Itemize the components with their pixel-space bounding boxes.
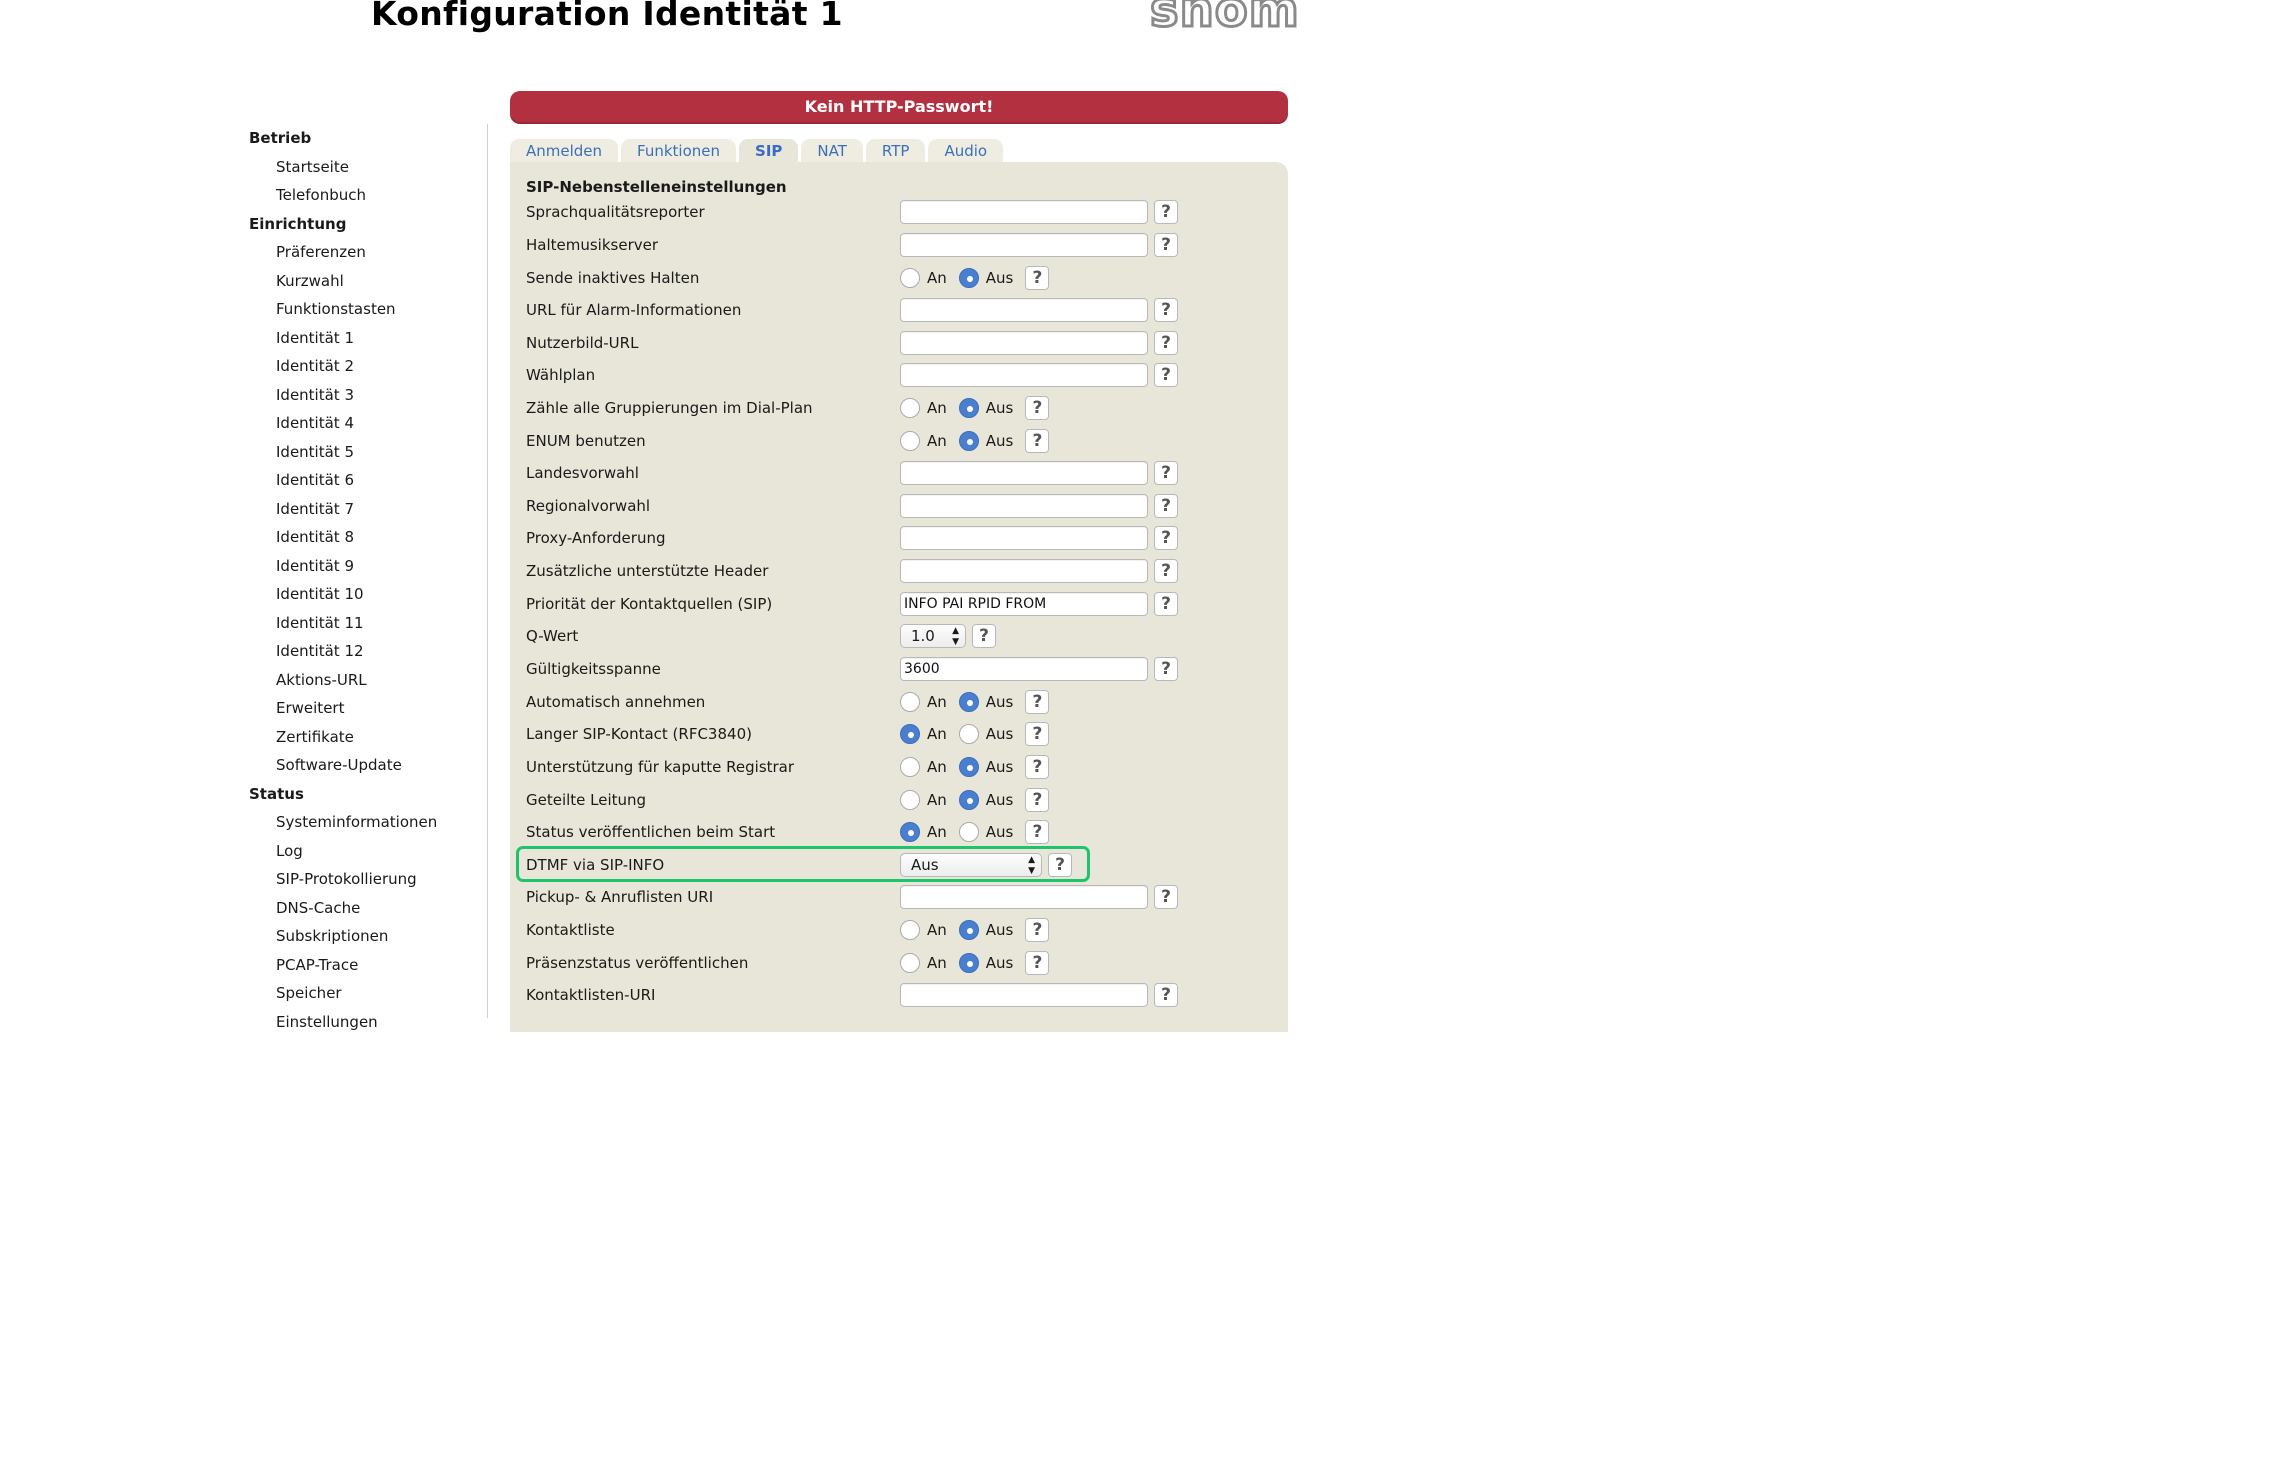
radio-aus-label: Aus	[985, 693, 1014, 711]
field-label: Sende inaktives Halten	[526, 269, 700, 287]
sidebar-item-identitaet-8[interactable]: Identität 8	[276, 528, 354, 546]
sprachqualitaetsreporter-input[interactable]	[900, 200, 1148, 224]
radio-an-label: An	[927, 921, 947, 939]
radio-aus-circle[interactable]	[959, 692, 979, 712]
snom-logo: snom	[1150, 0, 1300, 38]
radio-an-circle[interactable]	[900, 398, 920, 418]
row-waehlplan	[510, 359, 1288, 391]
help-button[interactable]: ?	[1154, 494, 1178, 518]
tab-nat[interactable]: NAT	[801, 139, 862, 163]
radio-an[interactable]	[900, 431, 953, 451]
sidebar-item-sip-protokollierung[interactable]: SIP-Protokollierung	[276, 870, 417, 888]
radio-aus[interactable]	[959, 953, 1020, 973]
help-button[interactable]: ?	[1154, 983, 1178, 1007]
row-nutzerbild-url	[510, 327, 1288, 359]
tab-anmelden[interactable]: Anmelden	[510, 139, 618, 163]
sidebar-section-status: Status	[249, 784, 304, 803]
sidebar-item-telefonbuch[interactable]: Telefonbuch	[276, 186, 366, 204]
help-button[interactable]: ?	[1025, 396, 1049, 420]
field-label: Automatisch annehmen	[526, 693, 706, 711]
radio-aus-label: Aus	[985, 921, 1014, 939]
sidebar-item-aktions-url[interactable]: Aktions-URL	[276, 670, 367, 689]
radio-an[interactable]	[900, 822, 953, 842]
help-button[interactable]: ?	[1025, 918, 1049, 942]
sidebar-item-erweitert[interactable]: Erweitert	[276, 699, 345, 717]
sidebar-item-identitaet-2[interactable]: Identität 2	[276, 357, 354, 375]
sidebar-item-startseite[interactable]: Startseite	[276, 157, 349, 176]
row-url-alarm	[510, 294, 1288, 326]
radio-an-label: An	[927, 954, 947, 972]
field-label: Haltemusikserver	[526, 236, 659, 254]
radio-an-label: An	[927, 758, 947, 776]
help-button[interactable]: ?	[1154, 331, 1178, 355]
sidebar-item-funktionstasten[interactable]: Funktionstasten	[276, 300, 396, 318]
kontaktlisten-uri-input[interactable]	[900, 983, 1148, 1007]
radio-an-circle[interactable]	[900, 692, 920, 712]
radio-an[interactable]	[900, 692, 953, 712]
help-button[interactable]: ?	[1025, 722, 1049, 746]
radio-aus[interactable]	[959, 431, 1020, 451]
radio-aus[interactable]	[959, 920, 1020, 940]
sidebar-item-identitaet-3[interactable]: Identität 3	[276, 385, 354, 404]
row-landesvorwahl	[510, 457, 1288, 489]
row-langer-sip-kontakt	[510, 718, 1288, 750]
tab-funktionen[interactable]: Funktionen	[621, 139, 736, 163]
radio-aus-label: Aus	[985, 725, 1014, 743]
waehlplan-input[interactable]	[900, 363, 1148, 387]
sidebar-item-identitaet-9[interactable]: Identität 9	[276, 556, 354, 575]
help-button[interactable]: ?	[1154, 233, 1178, 257]
radio-an-label: An	[927, 791, 947, 809]
url-alarm-input[interactable]	[900, 298, 1148, 322]
field-label: URL für Alarm-Informationen	[526, 301, 742, 319]
row-pickup-uri	[510, 881, 1288, 913]
field-label: Langer SIP-Kontact (RFC3840)	[526, 725, 752, 743]
sidebar-item-identitaet-1[interactable]: Identität 1	[276, 328, 354, 347]
sidebar-item-subskriptionen[interactable]: Subskriptionen	[276, 927, 389, 945]
radio-an[interactable]	[900, 953, 953, 973]
row-regionalvorwahl	[510, 490, 1288, 522]
field-label: Wählplan	[526, 366, 596, 384]
field-label: Zusätzliche unterstützte Header	[526, 562, 769, 580]
row-zusaetzliche-header	[510, 555, 1288, 587]
row-q-wert	[510, 620, 1288, 652]
field-label: Pickup- & Anruflisten URI	[526, 888, 714, 906]
row-proxy-anforderung	[510, 522, 1288, 554]
help-button[interactable]: ?	[1025, 429, 1049, 453]
radio-aus-label: Aus	[985, 823, 1014, 841]
pickup-uri-input[interactable]	[900, 885, 1148, 909]
radio-an-label: An	[927, 693, 947, 711]
radio-aus-circle[interactable]	[959, 953, 979, 973]
radio-aus-label: Aus	[985, 791, 1014, 809]
row-gueltigkeitsspanne	[510, 653, 1288, 685]
tab-rtp[interactable]: RTP	[866, 139, 926, 163]
radio-aus-label: Aus	[985, 269, 1014, 287]
radio-aus[interactable]	[959, 822, 1020, 842]
nutzerbild-url-input[interactable]	[900, 331, 1148, 355]
tab-audio[interactable]: Audio	[928, 139, 1003, 163]
help-button[interactable]: ?	[1025, 690, 1049, 714]
gueltigkeitsspanne-input[interactable]	[900, 657, 1148, 681]
field-label: Gültigkeitsspanne	[526, 660, 661, 678]
field-label: Unterstützung für kaputte Registrar	[526, 758, 795, 776]
dtmf-sip-info-value: Aus	[911, 856, 939, 874]
row-enum-benutzen	[510, 425, 1288, 457]
sidebar-item-einstellungen[interactable]: Einstellungen	[276, 1012, 378, 1031]
row-status-veroeffentlichen	[510, 816, 1288, 848]
regionalvorwahl-input[interactable]	[900, 494, 1148, 518]
radio-an[interactable]	[900, 398, 953, 418]
haltemusikserver-input[interactable]	[900, 233, 1148, 257]
field-label: Regionalvorwahl	[526, 497, 651, 515]
help-button[interactable]: ?	[972, 624, 996, 648]
help-button[interactable]: ?	[1154, 657, 1178, 681]
sidebar-item-log[interactable]: Log	[276, 841, 303, 860]
radio-aus[interactable]	[959, 268, 1020, 288]
row-zaehle-gruppierungen	[510, 392, 1288, 424]
field-label: Landesvorwahl	[526, 464, 639, 482]
radio-an[interactable]	[900, 757, 953, 777]
sidebar-item-identitaet-6[interactable]: Identität 6	[276, 471, 354, 489]
row-praesenzstatus	[510, 947, 1288, 979]
sidebar-item-praeferenzen[interactable]: Präferenzen	[276, 243, 366, 261]
row-prioritaet-kontaktquellen	[510, 588, 1288, 620]
row-sende-inaktives-halten	[510, 262, 1288, 294]
tab-bar	[510, 139, 1003, 163]
sidebar-item-identitaet-5[interactable]: Identität 5	[276, 442, 354, 461]
settings-panel	[510, 162, 1288, 1032]
row-kaputte-registrar	[510, 751, 1288, 783]
landesvorwahl-input[interactable]	[900, 461, 1148, 485]
sidebar-item-software-update[interactable]: Software-Update	[276, 756, 402, 774]
proxy-anforderung-input[interactable]	[900, 526, 1148, 550]
radio-aus-circle[interactable]	[959, 822, 979, 842]
row-automatisch-annehmen	[510, 686, 1288, 718]
radio-aus-label: Aus	[985, 399, 1014, 417]
section-heading: SIP-Nebenstelleneinstellungen	[526, 178, 787, 196]
sidebar-item-systeminformationen[interactable]: Systeminformationen	[276, 813, 438, 831]
radio-aus[interactable]	[959, 790, 1020, 810]
radio-aus-circle[interactable]	[959, 431, 979, 451]
help-button[interactable]: ?	[1025, 820, 1049, 844]
q-wert-value: 1.0	[911, 627, 935, 645]
sidebar-item-pcap-trace[interactable]: PCAP-Trace	[276, 955, 359, 974]
field-label: Zähle alle Gruppierungen im Dial-Plan	[526, 399, 813, 417]
field-label: Kontaktliste	[526, 921, 615, 939]
help-button[interactable]: ?	[1154, 885, 1178, 909]
sidebar-nav	[249, 124, 479, 1036]
field-label: Kontaktlisten-URI	[526, 986, 656, 1004]
radio-aus-circle[interactable]	[959, 724, 979, 744]
radio-aus[interactable]	[959, 724, 1020, 744]
help-button[interactable]: ?	[1154, 461, 1178, 485]
sidebar-item-identitaet-12[interactable]: Identität 12	[276, 642, 364, 660]
radio-an-circle[interactable]	[900, 790, 920, 810]
radio-an-circle[interactable]	[900, 431, 920, 451]
sidebar-section-betrieb: Betrieb	[249, 129, 312, 147]
help-button[interactable]: ?	[1154, 363, 1178, 387]
radio-aus-label: Aus	[985, 432, 1014, 450]
sidebar-item-dns-cache[interactable]: DNS-Cache	[276, 898, 361, 917]
field-label: Sprachqualitätsreporter	[526, 203, 705, 221]
radio-an-label: An	[927, 399, 947, 417]
radio-an-circle[interactable]	[900, 724, 920, 744]
sidebar-item-identitaet-4[interactable]: Identität 4	[276, 414, 354, 432]
help-button[interactable]: ?	[1025, 788, 1049, 812]
radio-an[interactable]	[900, 790, 953, 810]
help-button[interactable]: ?	[1025, 951, 1049, 975]
radio-aus-circle[interactable]	[959, 757, 979, 777]
help-button[interactable]: ?	[1025, 755, 1049, 779]
radio-an-circle[interactable]	[900, 268, 920, 288]
row-sprachqualitaetsreporter	[510, 196, 1288, 228]
tab-sip[interactable]: SIP	[739, 139, 798, 163]
field-label: Proxy-Anforderung	[526, 529, 666, 547]
row-kontaktliste	[510, 914, 1288, 946]
radio-an[interactable]	[900, 724, 953, 744]
zusaetzliche-header-input[interactable]	[900, 559, 1148, 583]
radio-aus-circle[interactable]	[959, 920, 979, 940]
field-label: ENUM benutzen	[526, 432, 646, 450]
field-label: Geteilte Leitung	[526, 791, 647, 809]
radio-an[interactable]	[900, 268, 953, 288]
radio-an-label: An	[927, 725, 947, 743]
radio-an-circle[interactable]	[900, 757, 920, 777]
row-geteilte-leitung	[510, 784, 1288, 816]
radio-an-label: An	[927, 269, 947, 287]
radio-an[interactable]	[900, 920, 953, 940]
radio-aus[interactable]	[959, 757, 1020, 777]
field-label: DTMF via SIP-INFO	[526, 856, 665, 874]
help-button[interactable]: ?	[1154, 592, 1178, 616]
field-label: Q-Wert	[526, 627, 579, 645]
radio-aus[interactable]	[959, 692, 1020, 712]
sidebar-item-zertifikate[interactable]: Zertifikate	[276, 727, 354, 746]
help-button[interactable]: ?	[1154, 526, 1178, 550]
radio-aus-label: Aus	[985, 758, 1014, 776]
select-arrows-icon: ▲ ▼	[952, 626, 959, 647]
help-button[interactable]: ?	[1154, 298, 1178, 322]
radio-an-label: An	[927, 432, 947, 450]
sidebar-item-speicher[interactable]: Speicher	[276, 984, 342, 1002]
sidebar-divider	[487, 124, 488, 1018]
radio-aus[interactable]	[959, 398, 1020, 418]
help-button[interactable]: ?	[1048, 853, 1072, 877]
radio-an-label: An	[927, 823, 947, 841]
field-label: Priorität der Kontaktquellen (SIP)	[526, 595, 773, 613]
help-button[interactable]: ?	[1154, 200, 1178, 224]
q-wert-select[interactable]	[900, 624, 966, 648]
radio-aus-circle[interactable]	[959, 398, 979, 418]
field-label: Präsenzstatus veröffentlichen	[526, 954, 749, 972]
radio-aus-label: Aus	[985, 954, 1014, 972]
radio-aus-circle[interactable]	[959, 268, 979, 288]
help-button[interactable]: ?	[1154, 559, 1178, 583]
help-button[interactable]: ?	[1025, 266, 1049, 290]
dtmf-sip-info-select[interactable]	[900, 853, 1042, 877]
row-dtmf-sip-info	[510, 849, 1288, 881]
prioritaet-kontaktquellen-input[interactable]	[900, 592, 1148, 616]
sidebar-section-einrichtung: Einrichtung	[249, 214, 347, 233]
page-title: Konfiguration Identität 1	[371, 0, 843, 33]
field-label: Nutzerbild-URL	[526, 334, 639, 352]
sidebar-item-identitaet-10[interactable]: Identität 10	[276, 585, 364, 603]
row-kontaktlisten-uri	[510, 979, 1288, 1011]
sidebar-item-identitaet-11[interactable]: Identität 11	[276, 613, 364, 632]
radio-an-circle[interactable]	[900, 920, 920, 940]
radio-an-circle[interactable]	[900, 822, 920, 842]
sidebar-item-kurzwahl[interactable]: Kurzwahl	[276, 271, 344, 290]
sidebar-item-identitaet-7[interactable]: Identität 7	[276, 499, 354, 518]
row-haltemusikserver	[510, 229, 1288, 261]
warning-banner: Kein HTTP-Passwort!	[510, 91, 1288, 124]
radio-aus-circle[interactable]	[959, 790, 979, 810]
radio-an-circle[interactable]	[900, 953, 920, 973]
select-arrows-icon: ▲ ▼	[1028, 855, 1035, 876]
field-label: Status veröffentlichen beim Start	[526, 823, 776, 841]
